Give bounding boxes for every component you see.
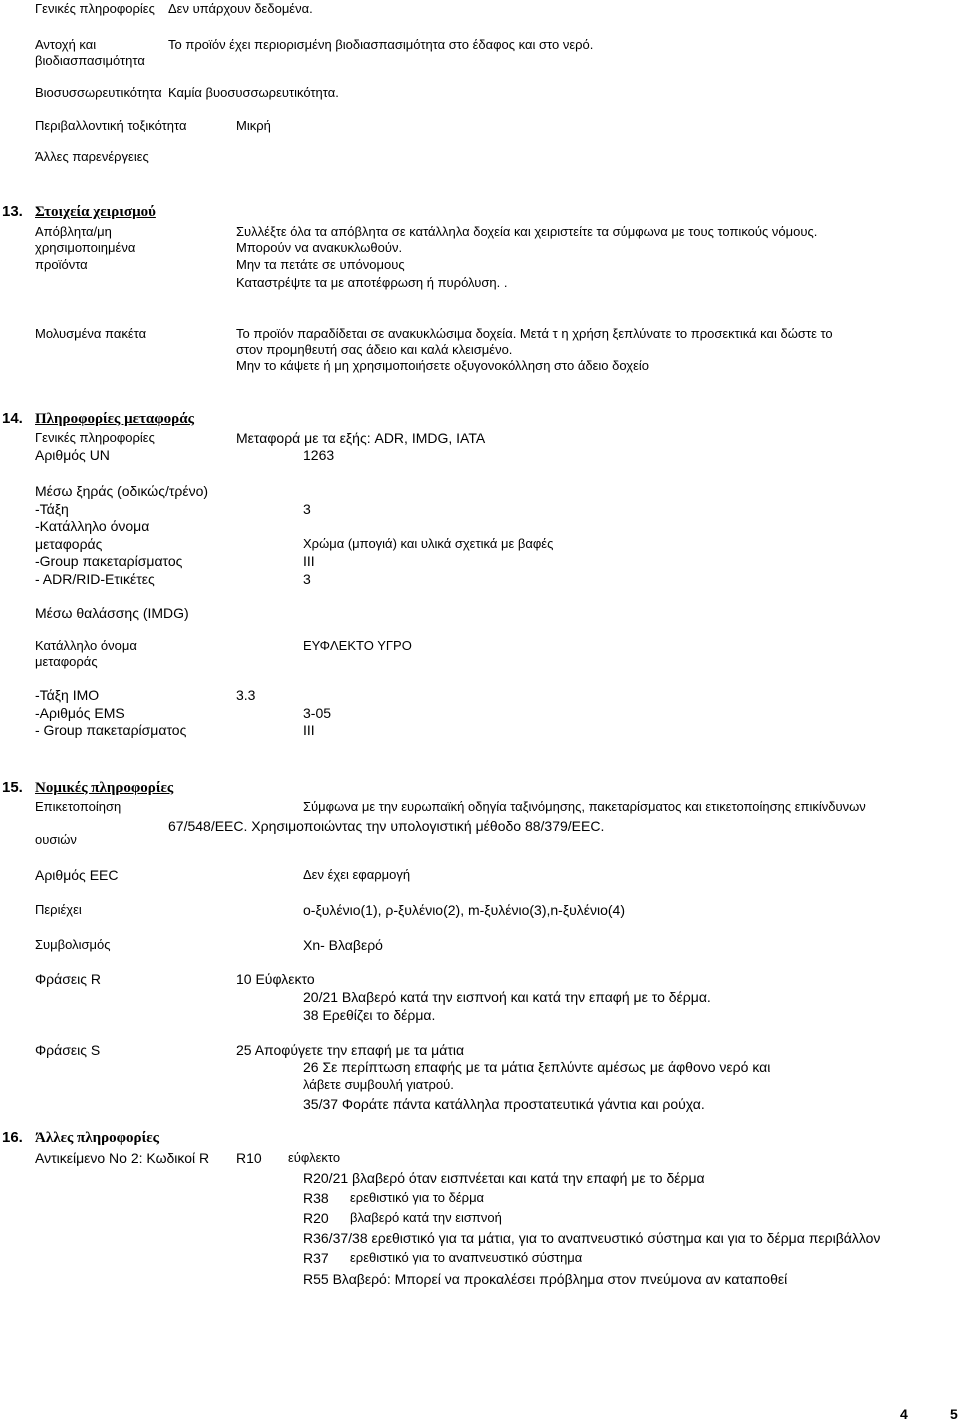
waste-text-line2: Μπορούν να ανακυκλωθούν.: [236, 240, 403, 255]
general-info-label: Γενικές πληροφορίες: [35, 1, 155, 16]
other-effects-label: Άλλες παρενέργειες: [35, 149, 149, 164]
section-16-title: Άλλες πληροφορίες: [35, 1130, 159, 1146]
section-13-title: Στοιχεία χειρισμού: [35, 204, 156, 220]
waste-text-line4: Καταστρέψτε τα με αποτέφρωση ή πυρόλυση. .: [236, 275, 508, 290]
sea-shipping-name-label-line2: μεταφοράς: [35, 654, 98, 669]
r-phrases-label: Φράσεις R: [35, 971, 101, 987]
un-number-value: 1263: [303, 447, 335, 463]
page-number: 4: [900, 1406, 908, 1422]
contains-value: ο-ξυλένιο(1), ρ-ξυλένιο(2), m-ξυλένιο(3),n-ξυλένιο(4): [303, 902, 625, 918]
persistence-label-line2: βιοδιασπασιμότητα: [35, 53, 145, 68]
r10-text: εύφλεκτο: [288, 1150, 341, 1165]
packing-group-label: -Group πακεταρίσματος: [35, 553, 183, 569]
waste-text-line1: Συλλέξτε όλα τα απόβλητα σε κατάλληλα δοχεία και χειριστείτε τα σύμφωνα με τους τοπικούς νόμους.: [236, 224, 818, 239]
r38-code: R38: [303, 1190, 329, 1206]
r-phrase-line2: 20/21 Βλαβερό κατά την εισπνοή και κατά την επαφή με το δέρμα.: [303, 989, 711, 1005]
sea-shipping-name-label-line1: Κατάλληλο όνομα: [35, 638, 137, 653]
section-15-title: Νομικές πληροφορίες: [35, 780, 174, 796]
imo-class-value: 3.3: [236, 687, 256, 703]
section-13-number: 13.: [2, 203, 23, 220]
packaging-text-line3: Μην το κάψετε ή μη χρησιμοποιήσετε οξυγονοκόλληση στο άδειο δοχείο: [236, 358, 649, 373]
r20-text: βλαβερό κατά την εισπνοή: [350, 1210, 502, 1225]
imo-class-label: -Τάξη IMO: [35, 687, 100, 703]
s-phrase-line1: 25 Αποφύγετε την επαφή με τα μάτια: [236, 1042, 465, 1058]
section-16-number: 16.: [2, 1129, 23, 1146]
labelling-label-line2: ουσιών: [35, 832, 77, 847]
shipping-name-label-line1: -Κατάλληλο όνομα: [35, 518, 150, 534]
labelling-label-line1: Επικετοποίηση: [35, 799, 122, 814]
transport-general-value: Μεταφορά με τα εξής: ADR, IMDG, IATA: [236, 430, 486, 446]
general-info-value: Δεν υπάρχουν δεδομένα.: [168, 1, 313, 16]
r38-text: ερεθιστικό για το δέρμα: [350, 1190, 485, 1205]
sea-packing-group-label: - Group πακεταρίσματος: [35, 722, 187, 738]
shipping-name-label-line2: μεταφοράς: [35, 536, 103, 552]
s-phrase-line2: 26 Σε περίπτωση επαφής με τα μάτια ξεπλύντε αμέσως με άφθονο νερό και: [303, 1059, 771, 1075]
labelling-text-line2: 67/548/EEC. Χρησιμοποιώντας την υπολογιστική μέθοδο 88/379/EEC.: [168, 818, 605, 834]
r-phrase-line1: 10 Εύφλεκτο: [236, 971, 315, 987]
symbol-label: Συμβολισμός: [35, 937, 111, 952]
un-number-label: Αριθμός UN: [35, 447, 110, 463]
shipping-name-value: Χρώμα (μπογιά) και υλικά σχετικά με βαφές: [303, 536, 554, 551]
contaminated-packaging-label: Μολυσμένα πακέτα: [35, 326, 147, 341]
ems-number-label: -Αριθμός EMS: [35, 705, 125, 721]
section-14-number: 14.: [2, 410, 23, 427]
sea-packing-group-value: III: [303, 722, 315, 738]
r20-21-text: R20/21 βλαβερό όταν εισπνέεται και κατά την επαφή με το δέρμα: [303, 1170, 705, 1186]
env-toxicity-value: Μικρή: [236, 118, 271, 133]
waste-text-line3: Μην τα πετάτε σε υπόνομους: [236, 257, 405, 272]
persistence-value: Το προϊόν έχει περιορισμένη βιοδιασπασιμότητα στο έδαφος και στο νερό.: [168, 37, 594, 52]
r20-code: R20: [303, 1210, 329, 1226]
s-phrase-line3: λάβετε συμβουλή γιατρού.: [303, 1077, 454, 1092]
r55-text: R55 Βλαβερό: Μπορεί να προκαλέσει πρόβλημα στον πνεύμονα αν καταποθεί: [303, 1271, 788, 1287]
labelling-text-line1: Σύμφωνα με την ευρωπαϊκή οδηγία ταξινόμησης, πακεταρίσματος και ετικετοποίησης επικίνδυνων: [303, 799, 866, 814]
r-codes-item-label: Αντικείμενο Νο 2: Κωδικοί R: [35, 1150, 210, 1166]
env-toxicity-label: Περιβαλλοντική τοξικότητα: [35, 118, 187, 133]
r-phrase-line3: 38 Ερεθίζει το δέρμα.: [303, 1007, 436, 1023]
waste-label-line1: Απόβλητα/μη: [35, 224, 112, 239]
r37-code: R37: [303, 1250, 329, 1266]
adr-labels-value: 3: [303, 571, 311, 587]
contains-label: Περιέχει: [35, 902, 82, 917]
eec-number-value: Δεν έχει εφαρμογή: [303, 867, 411, 882]
class-label: -Τάξη: [35, 501, 69, 517]
persistence-label-line1: Αντοχή και: [35, 37, 97, 52]
waste-label-line3: προϊόντα: [35, 257, 88, 272]
bioaccumulation-label: Βιοσυσσωρευτικότητα: [35, 85, 162, 100]
land-transport-heading: Μέσω ξηράς (οδικώς/τρένο): [35, 483, 209, 499]
page-total: 5: [950, 1406, 958, 1422]
r37-text: ερεθιστικό για το αναπνευστικό σύστημα: [350, 1250, 583, 1265]
sea-shipping-name-value: ΕΥΦΛΕΚΤΟ ΥΓΡΟ: [303, 638, 412, 653]
adr-labels-label: - ADR/RID-Ετικέτες: [35, 571, 155, 587]
class-value: 3: [303, 501, 311, 517]
sea-transport-heading: Μέσω θαλάσσης (IMDG): [35, 605, 189, 621]
section-15-number: 15.: [2, 779, 23, 796]
symbol-value: Xn- Βλαβερό: [303, 937, 383, 953]
transport-general-label: Γενικές πληροφορίες: [35, 430, 155, 445]
ems-number-value: 3-05: [303, 705, 332, 721]
r36-37-38-text: R36/37/38 ερεθιστικό για τα μάτια, για το αναπνευστικό σύστημα και για το δέρμα περιβάλλον: [303, 1230, 881, 1246]
r10-code: R10: [236, 1150, 262, 1166]
bioaccumulation-value: Καμία βυοσυσσωρευτικότητα.: [168, 85, 339, 100]
waste-label-line2: χρησιμοποιημένα: [35, 240, 136, 255]
packing-group-value: III: [303, 553, 315, 569]
packaging-text-line1: Το προϊόν παραδίδεται σε ανακυκλώσιμα δοχεία. Μετά τ η χρήση ξεπλύνατε το προσεκτικά και δώστε το: [236, 326, 833, 341]
packaging-text-line2: στον προμηθευτή σας άδειο και καλά κλεισμένο.: [236, 342, 513, 357]
s-phrases-label: Φράσεις S: [35, 1042, 101, 1058]
section-14-title: Πληροφορίες μεταφοράς: [35, 411, 194, 427]
eec-number-label: Αριθμός EEC: [35, 867, 119, 883]
s-phrase-line4: 35/37 Φοράτε πάντα κατάλληλα προστατευτικά γάντια και ρούχα.: [303, 1096, 705, 1112]
